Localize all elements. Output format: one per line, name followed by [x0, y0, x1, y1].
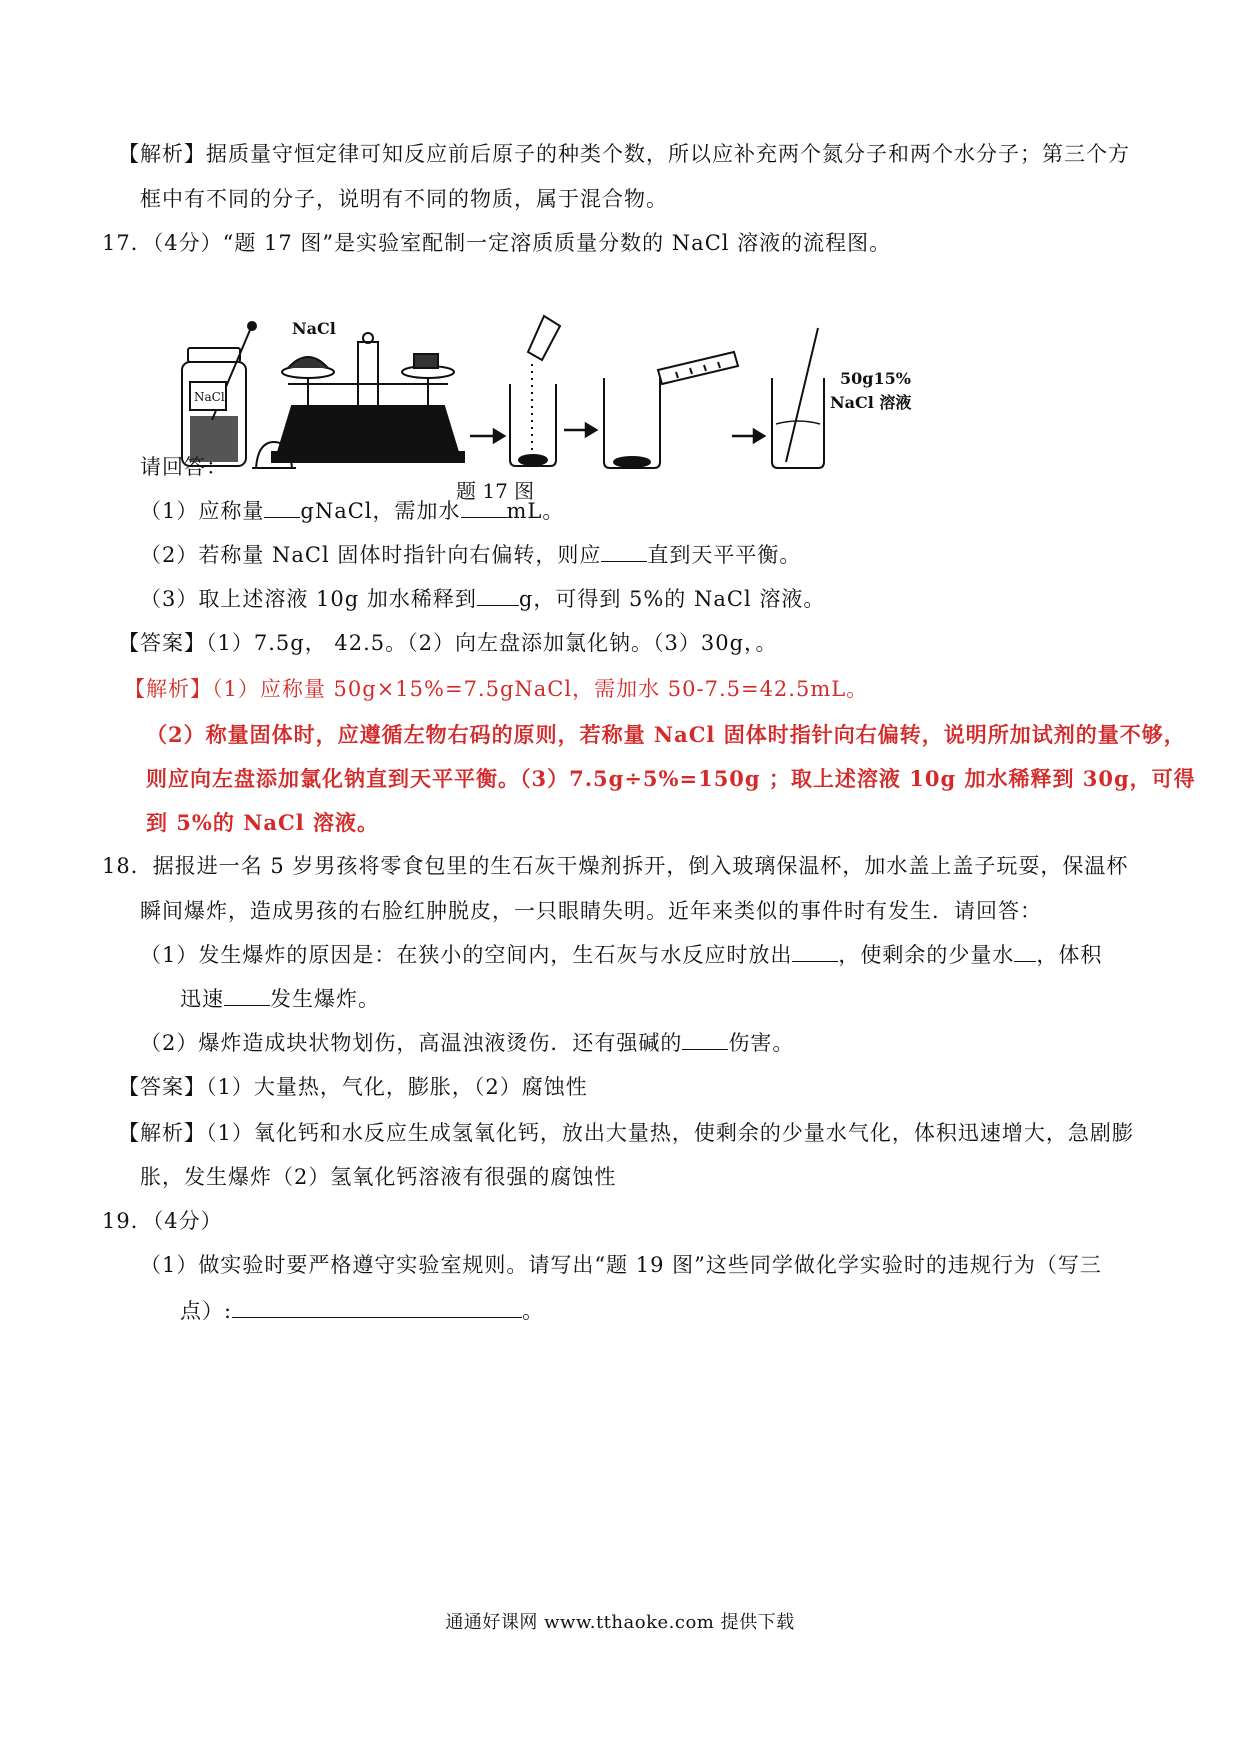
question-18-part-1-cont: [180, 984, 380, 1014]
question-17-analysis-line-4: 到 5%的 NaCl 溶液。: [146, 810, 379, 835]
solution-label-line-2: NaCl 溶液: [830, 393, 912, 412]
question-17-analysis-line-3: 则应向左盘添加氯化钠直到天平平衡。（3）7.5g÷5%=150g ；取上述溶液 10g 加水稀释到 30g，可得: [146, 766, 1196, 791]
question-17-prompt: 请回答：: [140, 455, 228, 479]
q18-p2-text-b: 伤害。: [728, 1031, 795, 1055]
q19-p1-blank[interactable]: [232, 1299, 522, 1318]
question-17-analysis-line-1: 【解析】（1）应称量 50g×15%=7.5gNaCl，需加水 50-7.5=42.5mL。: [124, 677, 869, 701]
question-18-stem-line-1: 18．据报进一名 5 岁男孩将零食包里的生石灰干燥剂拆开，倒入玻璃保温杯，加水盖上盖子玩耍，保温杯: [102, 854, 1129, 878]
q17-p1-text-c: mL。: [506, 499, 565, 523]
question-19-stem: 19．（4分）: [102, 1209, 223, 1233]
nacl-label-top: NaCl: [292, 319, 336, 338]
beaker-stirring: [772, 328, 824, 468]
q18-p2-text-a: （2）爆炸造成块状物划伤，高温浊液烫伤．还有强碱的: [140, 1031, 683, 1055]
beaker-adding-water: [604, 352, 738, 468]
q18-p1-blank-1[interactable]: [792, 943, 838, 962]
question-18-analysis-line-2: 胀，发生爆炸（2）氢氧化钙溶液有很强的腐蚀性: [140, 1165, 617, 1189]
analysis-16-line-2: 框中有不同的分子，说明有不同的物质，属于混合物。: [140, 187, 668, 211]
page-footer: 通通好课网 www.tthaoke.com 提供下载: [445, 1612, 795, 1633]
balance-scale: [272, 333, 464, 462]
question-17-analysis-line-2: （2）称量固体时，应遵循左物右码的原则，若称量 NaCl 固体时指针向右偏转，说明所加试剂的量不够，: [146, 722, 1186, 747]
solution-label-line-1: 50g15%: [840, 369, 911, 388]
q18-p2-blank[interactable]: [682, 1031, 728, 1050]
question-18-answer: 【答案】（1）大量热，气化，膨胀，（2）腐蚀性: [118, 1075, 588, 1099]
question-18-stem-line-2: 瞬间爆炸，造成男孩的右脸红肿脱皮，一只眼睛失明。近年来类似的事件时有发生．请回答：: [140, 899, 1042, 923]
flow-arrow-4: [732, 430, 764, 442]
question-17-stem: 17．（4分）“题 17 图”是实验室配制一定溶质质量分数的 NaCl 溶液的流程图。: [102, 231, 892, 255]
q17-p1-blank-1[interactable]: [264, 499, 300, 518]
question-18-part-2: [140, 1028, 794, 1058]
q19-p1-text-c: 。: [522, 1299, 545, 1323]
question-19-part-1-cont: [180, 1296, 544, 1326]
q17-p2-blank[interactable]: [601, 543, 647, 562]
q18-p1-text-e: 发生爆炸。: [270, 987, 380, 1011]
q17-p2-text-b: 直到天平平衡。: [647, 543, 802, 567]
beaker-adding-solid: [510, 316, 560, 466]
q17-p1-text-a: （1）应称量: [140, 499, 265, 523]
q18-p1-blank-2[interactable]: [1014, 943, 1036, 962]
q18-p1-text-b: ，使剩余的少量水: [838, 943, 1015, 967]
figure-17-caption: 题 17 图: [456, 479, 535, 502]
analysis-16-line-1: 【解析】据质量守恒定律可知反应前后原子的种类个数，所以应补充两个氮分子和两个水分子；第三个方: [118, 142, 1130, 166]
figure-17-drawing: [168, 312, 988, 502]
question-18-part-1: [140, 940, 1102, 970]
question-18-analysis-line-1: 【解析】（1）氧化钙和水反应生成氢氧化钙，放出大量热，使剩余的少量水气化，体积迅速增大，急剧膨: [118, 1121, 1134, 1145]
jar-label: NaCl: [194, 390, 225, 404]
q18-p1-text-c: ，体积: [1036, 943, 1103, 967]
question-17-part-3: [140, 584, 825, 614]
q17-p1-text-b: gNaCl，需加水: [300, 499, 461, 523]
q17-p1-blank-2[interactable]: [461, 499, 507, 518]
q19-p1-text-b: 点）:: [180, 1299, 233, 1323]
q18-p1-text-a: （1）发生爆炸的原因是：在狭小的空间内，生石灰与水反应时放出: [140, 943, 793, 967]
question-19-part-1: （1）做实验时要严格遵守实验室规则。请写出“题 19 图”这些同学做化学实验时的违规行为（写三: [140, 1253, 1102, 1277]
question-17-part-1: [140, 496, 564, 526]
figure-17: [168, 312, 988, 502]
q18-p1-text-d: 迅速: [180, 987, 224, 1011]
q18-p1-blank-3[interactable]: [224, 987, 270, 1006]
flow-arrow-2: [470, 430, 504, 442]
q17-p3-blank[interactable]: [477, 587, 519, 606]
q17-p2-text-a: （2）若称量 NaCl 固体时指针向右偏转，则应: [140, 543, 602, 567]
flow-arrow-3: [564, 424, 596, 436]
question-17-part-2: [140, 540, 801, 570]
question-17-answer: 【答案】（1）7.5g， 42.5。（2）向左盘添加氯化钠。（3）30g，。: [118, 631, 778, 655]
q17-p3-text-a: （3）取上述溶液 10g 加水稀释到: [140, 587, 477, 611]
q17-p3-text-b: g，可得到 5%的 NaCl 溶液。: [518, 587, 826, 611]
